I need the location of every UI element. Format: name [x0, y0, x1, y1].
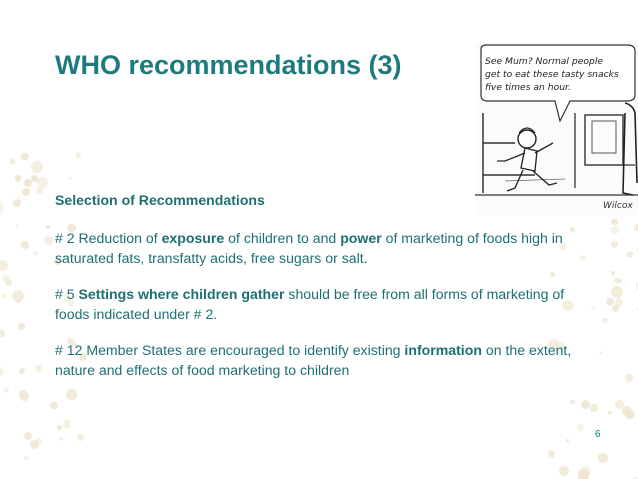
rec-12-bold-information: information [404, 342, 482, 358]
decorative-dot [77, 434, 84, 441]
decorative-dot [559, 466, 569, 476]
decorative-dot [37, 177, 48, 188]
slide-body [55, 190, 600, 396]
decorative-dot [548, 450, 555, 457]
rec-5-text-1: # 5 [55, 286, 79, 302]
rec-5-text-2: should be free from all forms of marketing of foods indicated under # 2. [55, 286, 565, 322]
decorative-dot [17, 299, 20, 302]
decorative-dot [590, 404, 597, 411]
decorative-dot [18, 323, 25, 330]
decorative-dot [50, 402, 57, 409]
decorative-dot [611, 241, 618, 248]
decorative-dot [13, 199, 21, 207]
decorative-dot [15, 175, 21, 181]
decorative-dot [581, 400, 590, 409]
decorative-dot [19, 390, 28, 399]
recommendation-12 [55, 340, 600, 380]
decorative-dot [566, 439, 569, 442]
decorative-dot [16, 224, 20, 228]
decorative-dot [2, 294, 6, 298]
recommendation-5 [55, 284, 600, 324]
decorative-dot [634, 224, 638, 231]
decorative-dot [611, 286, 623, 298]
decorative-dot [0, 329, 5, 338]
decorative-dot [627, 251, 633, 257]
decorative-dot [4, 388, 9, 393]
decorative-dot [35, 438, 42, 445]
slide-title: WHO recommendations (3) [55, 50, 402, 80]
decorative-dot [611, 271, 615, 275]
decorative-dot [57, 425, 62, 430]
decorative-dot [68, 177, 72, 181]
decorative-dot [608, 411, 612, 415]
decorative-dot [31, 161, 43, 173]
decorative-dot [35, 365, 42, 372]
decorative-dot [598, 453, 607, 462]
rec-2-bold-exposure: exposure [161, 230, 225, 246]
decorative-dot [22, 188, 30, 196]
rec-2-text-2: of children to and [224, 230, 341, 246]
decorative-dot [36, 187, 43, 194]
decorative-dot [625, 374, 633, 382]
decorative-dot [59, 437, 63, 441]
decorative-dot [611, 226, 619, 234]
rec-2-bold-power: power [340, 230, 382, 246]
decorative-dot [0, 203, 4, 213]
decorative-dot [21, 241, 29, 249]
rec-5-bold-settings: Settings where children gather [78, 286, 285, 302]
cartoon-speech-text: See Mum? Normal people get to eat these tasty snacks five times an hour. [485, 56, 619, 93]
decorative-dot [24, 179, 32, 187]
decorative-dot [76, 152, 81, 157]
cartoon-signature: Wilcox [603, 201, 633, 211]
rec-2-text-3: of marketing of foods high in saturated fats, transfatty acids, free sugars or salt. [55, 230, 563, 266]
decorative-dot [44, 236, 53, 245]
decorative-dot [0, 260, 8, 270]
decorative-dot [46, 225, 51, 230]
decorative-dot [622, 406, 632, 416]
decorative-dot [24, 432, 32, 440]
decorative-dot [577, 424, 584, 431]
decorative-dot [599, 351, 603, 355]
decorative-dot [602, 318, 608, 324]
decorative-dot [21, 153, 28, 160]
rec-2-text-1: # 2 Reduction of [55, 230, 162, 246]
decorative-dot [63, 420, 71, 428]
rec-12-text-2: on the extent, nature and effects of food marketing to children [55, 342, 572, 378]
decorative-dot [578, 469, 590, 479]
decorative-dot [10, 159, 15, 164]
recommendation-2 [55, 228, 600, 268]
decorative-dot [612, 305, 618, 311]
decorative-dot [570, 400, 575, 405]
decorative-dot [0, 367, 4, 376]
section-subheading: Selection of Recommendations [55, 192, 265, 208]
page-number: 6 [595, 429, 601, 440]
rec-12-text-1: # 12 Member States are encouraged to identify existing [55, 342, 405, 358]
decorative-dot [617, 279, 622, 284]
decorative-dot [33, 251, 38, 256]
decorative-dot [611, 219, 618, 226]
decorative-dot [24, 456, 28, 460]
decorative-dot [19, 369, 24, 374]
